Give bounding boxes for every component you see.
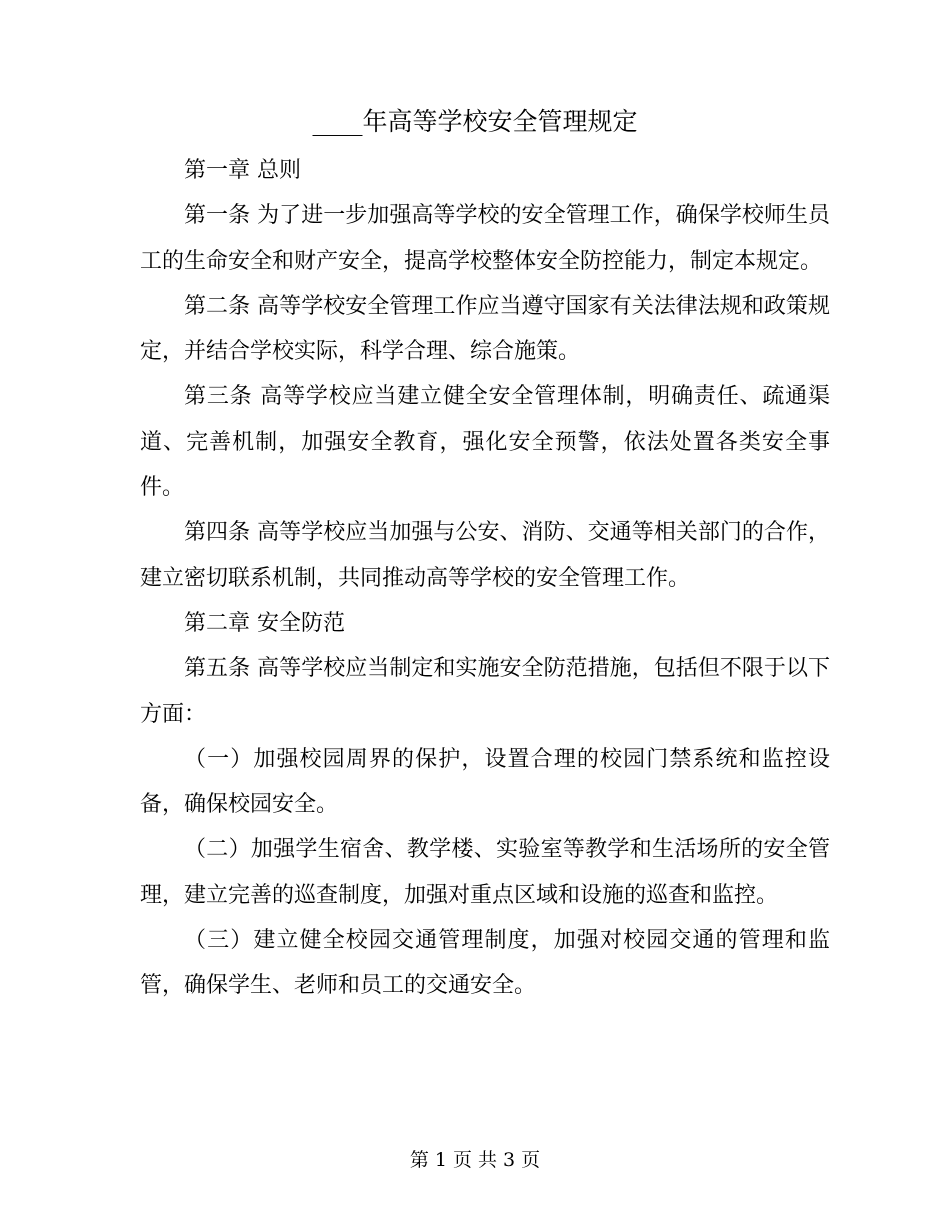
- article-paragraph: 第一条 为了进一步加强高等学校的安全管理工作，确保学校师生员工的生命安全和财产安全，提高学校整体安全防控能力，制定本规定。: [140, 203, 830, 274]
- page-footer: 第 1 页 共 3 页: [409, 1149, 541, 1171]
- article-paragraph: 第二条 高等学校安全管理工作应当遵守国家有关法律法规和政策规定，并结合学校实际，科学合理、综合施策。: [140, 293, 830, 365]
- list-item: （三）建立健全校园交通管理制度，加强对校园交通的管理和监管，确保学生、老师和员工的交通安全。: [140, 928, 830, 999]
- list-item: （二）加强学生宿舍、教学楼、实验室等教学和生活场所的安全管理，建立完善的巡查制度，加强对重点区域和设施的巡查和监控。: [140, 837, 830, 908]
- article-paragraph: 第四条 高等学校应当加强与公安、消防、交通等相关部门的合作，建立密切联系机制，共同推动高等学校的安全管理工作。: [140, 520, 830, 591]
- article-paragraph: 第五条 高等学校应当制定和实施安全防范措施，包括但不限于以下方面：: [140, 656, 830, 727]
- document-body: [140, 148, 830, 1009]
- article-paragraph: 第三条 高等学校应当建立健全安全管理体制，明确责任、疏通渠道、完善机制，加强安全教育，强化安全预警，依法处置各类安全事件。: [140, 384, 830, 501]
- document-title: ____年高等学校安全管理规定: [312, 107, 638, 136]
- chapter-heading: 第二章 安全防范: [184, 610, 345, 636]
- chapter-heading: 第一章 总则: [184, 158, 301, 183]
- list-item: （一）加强校园周界的保护，设置合理的校园门禁系统和监控设备，确保校园安全。: [140, 746, 830, 818]
